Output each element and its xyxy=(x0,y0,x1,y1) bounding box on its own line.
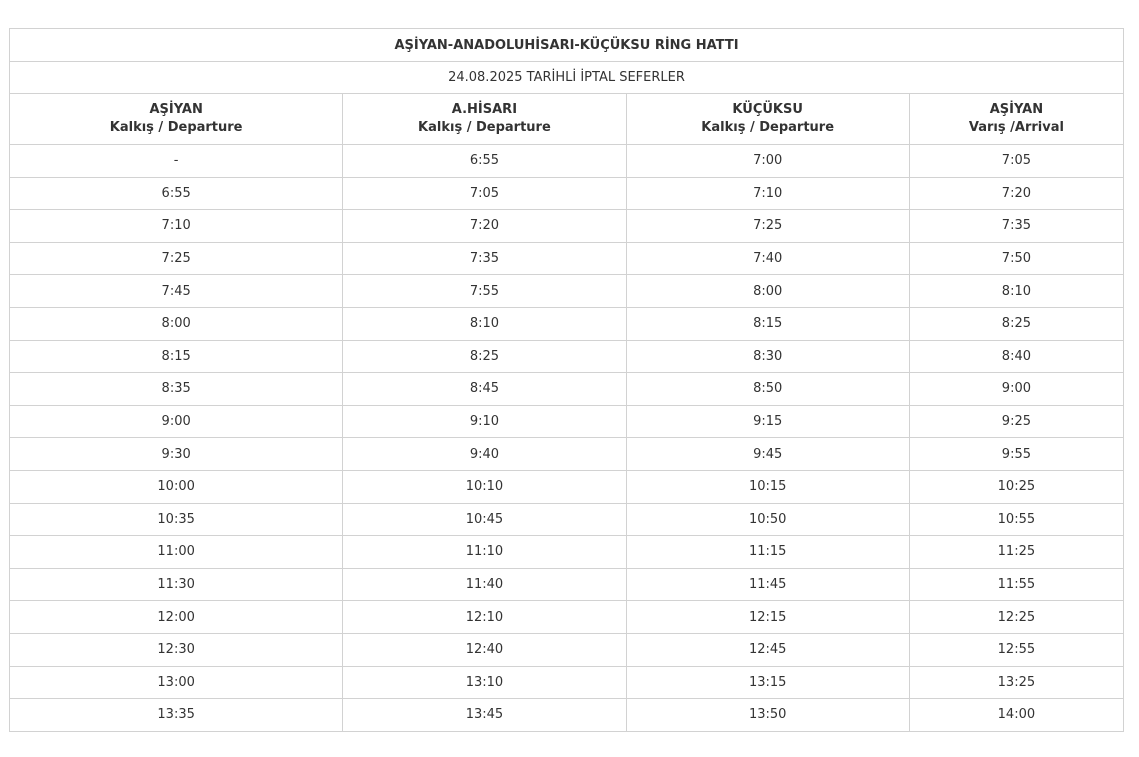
column-header-type: Kalkış / Departure xyxy=(109,120,243,135)
table-title-row xyxy=(10,29,1124,62)
column-header-ahisari-departure xyxy=(343,94,626,145)
table-cell: 9:55 xyxy=(909,438,1123,471)
column-header-type: Kalkış / Departure xyxy=(418,120,551,135)
table-cell: 7:20 xyxy=(909,177,1123,210)
table-cell: 7:10 xyxy=(10,210,343,243)
table-cell: 8:50 xyxy=(626,373,909,406)
table-cell: - xyxy=(10,145,343,178)
table-cell: 10:10 xyxy=(343,470,626,503)
table-subtitle-row xyxy=(10,62,1124,94)
column-header-type: Varış /Arrival xyxy=(968,120,1064,135)
table-cell: 13:35 xyxy=(10,699,343,732)
column-header-station: AŞİYAN xyxy=(149,102,203,117)
table-cell: 7:25 xyxy=(626,210,909,243)
table-cell: 7:35 xyxy=(343,242,626,275)
table-cell: 9:30 xyxy=(10,438,343,471)
table-cell: 7:20 xyxy=(343,210,626,243)
table-cell: 6:55 xyxy=(343,145,626,178)
table-cell: 7:55 xyxy=(343,275,626,308)
table-row xyxy=(10,536,1124,569)
table-cell: 10:00 xyxy=(10,470,343,503)
table-cell: 13:45 xyxy=(343,699,626,732)
table-cell: 13:15 xyxy=(626,666,909,699)
table-cell: 7:35 xyxy=(909,210,1123,243)
table-cell: 7:05 xyxy=(343,177,626,210)
table-title: AŞİYAN-ANADOLUHİSARI-KÜÇÜKSU RİNG HATTI xyxy=(10,29,1124,62)
table-cell: 12:25 xyxy=(909,601,1123,634)
column-header-asiyan-arrival xyxy=(909,94,1123,145)
table-cell: 7:00 xyxy=(626,145,909,178)
table-cell: 13:50 xyxy=(626,699,909,732)
table-cell: 12:15 xyxy=(626,601,909,634)
table-cell: 8:15 xyxy=(10,340,343,373)
table-row xyxy=(10,438,1124,471)
table-cell: 12:40 xyxy=(343,633,626,666)
table-cell: 11:45 xyxy=(626,568,909,601)
table-cell: 11:40 xyxy=(343,568,626,601)
table-row xyxy=(10,340,1124,373)
table-row xyxy=(10,699,1124,732)
table-cell: 11:15 xyxy=(626,536,909,569)
table-cell: 10:35 xyxy=(10,503,343,536)
table-cell: 9:45 xyxy=(626,438,909,471)
table-row xyxy=(10,373,1124,406)
table-row xyxy=(10,470,1124,503)
table-cell: 7:10 xyxy=(626,177,909,210)
table-cell: 9:40 xyxy=(343,438,626,471)
table-row xyxy=(10,177,1124,210)
table-cell: 7:05 xyxy=(909,145,1123,178)
table-row xyxy=(10,405,1124,438)
table-cell: 10:45 xyxy=(343,503,626,536)
table-cell: 10:50 xyxy=(626,503,909,536)
table-cell: 8:40 xyxy=(909,340,1123,373)
schedule-table xyxy=(9,28,1124,732)
table-cell: 9:10 xyxy=(343,405,626,438)
table-cell: 8:10 xyxy=(909,275,1123,308)
table-cell: 12:00 xyxy=(10,601,343,634)
table-row xyxy=(10,210,1124,243)
table-row xyxy=(10,503,1124,536)
table-row xyxy=(10,145,1124,178)
table-row xyxy=(10,666,1124,699)
table-row xyxy=(10,633,1124,666)
table-cell: 7:25 xyxy=(10,242,343,275)
table-cell: 7:40 xyxy=(626,242,909,275)
column-header-type: Kalkış / Departure xyxy=(701,120,835,135)
table-cell: 11:10 xyxy=(343,536,626,569)
table-cell: 13:25 xyxy=(909,666,1123,699)
table-cell: 9:00 xyxy=(10,405,343,438)
table-cell: 8:30 xyxy=(626,340,909,373)
table-cell: 11:55 xyxy=(909,568,1123,601)
table-cell: 11:30 xyxy=(10,568,343,601)
table-cell: 9:15 xyxy=(626,405,909,438)
table-row xyxy=(10,275,1124,308)
table-cell: 12:30 xyxy=(10,633,343,666)
table-cell: 8:45 xyxy=(343,373,626,406)
table-cell: 14:00 xyxy=(909,699,1123,732)
column-header-station: KÜÇÜKSU xyxy=(732,102,803,117)
table-row xyxy=(10,242,1124,275)
table-row xyxy=(10,601,1124,634)
table-cell: 8:10 xyxy=(343,307,626,340)
table-row xyxy=(10,568,1124,601)
table-cell: 9:25 xyxy=(909,405,1123,438)
table-cell: 9:00 xyxy=(909,373,1123,406)
table-cell: 11:25 xyxy=(909,536,1123,569)
table-cell: 8:15 xyxy=(626,307,909,340)
table-cell: 6:55 xyxy=(10,177,343,210)
table-cell: 8:35 xyxy=(10,373,343,406)
table-cell: 10:15 xyxy=(626,470,909,503)
table-cell: 10:25 xyxy=(909,470,1123,503)
column-header-station: AŞİYAN xyxy=(989,102,1044,117)
table-cell: 13:00 xyxy=(10,666,343,699)
table-cell: 8:00 xyxy=(10,307,343,340)
table-cell: 13:10 xyxy=(343,666,626,699)
table-cell: 8:25 xyxy=(909,307,1123,340)
table-cell: 10:55 xyxy=(909,503,1123,536)
table-row xyxy=(10,307,1124,340)
column-header-asiyan-departure xyxy=(10,94,343,145)
table-cell: 12:10 xyxy=(343,601,626,634)
table-cell: 7:50 xyxy=(909,242,1123,275)
table-cell: 7:45 xyxy=(10,275,343,308)
table-cell: 12:45 xyxy=(626,633,909,666)
table-cell: 8:25 xyxy=(343,340,626,373)
column-header-row xyxy=(10,94,1124,145)
table-cell: 12:55 xyxy=(909,633,1123,666)
table-cell: 8:00 xyxy=(626,275,909,308)
table-subtitle: 24.08.2025 TARİHLİ İPTAL SEFERLER xyxy=(10,62,1124,94)
column-header-kucuksu-departure xyxy=(626,94,909,145)
column-header-station: A.HİSARI xyxy=(451,102,518,117)
table-cell: 11:00 xyxy=(10,536,343,569)
